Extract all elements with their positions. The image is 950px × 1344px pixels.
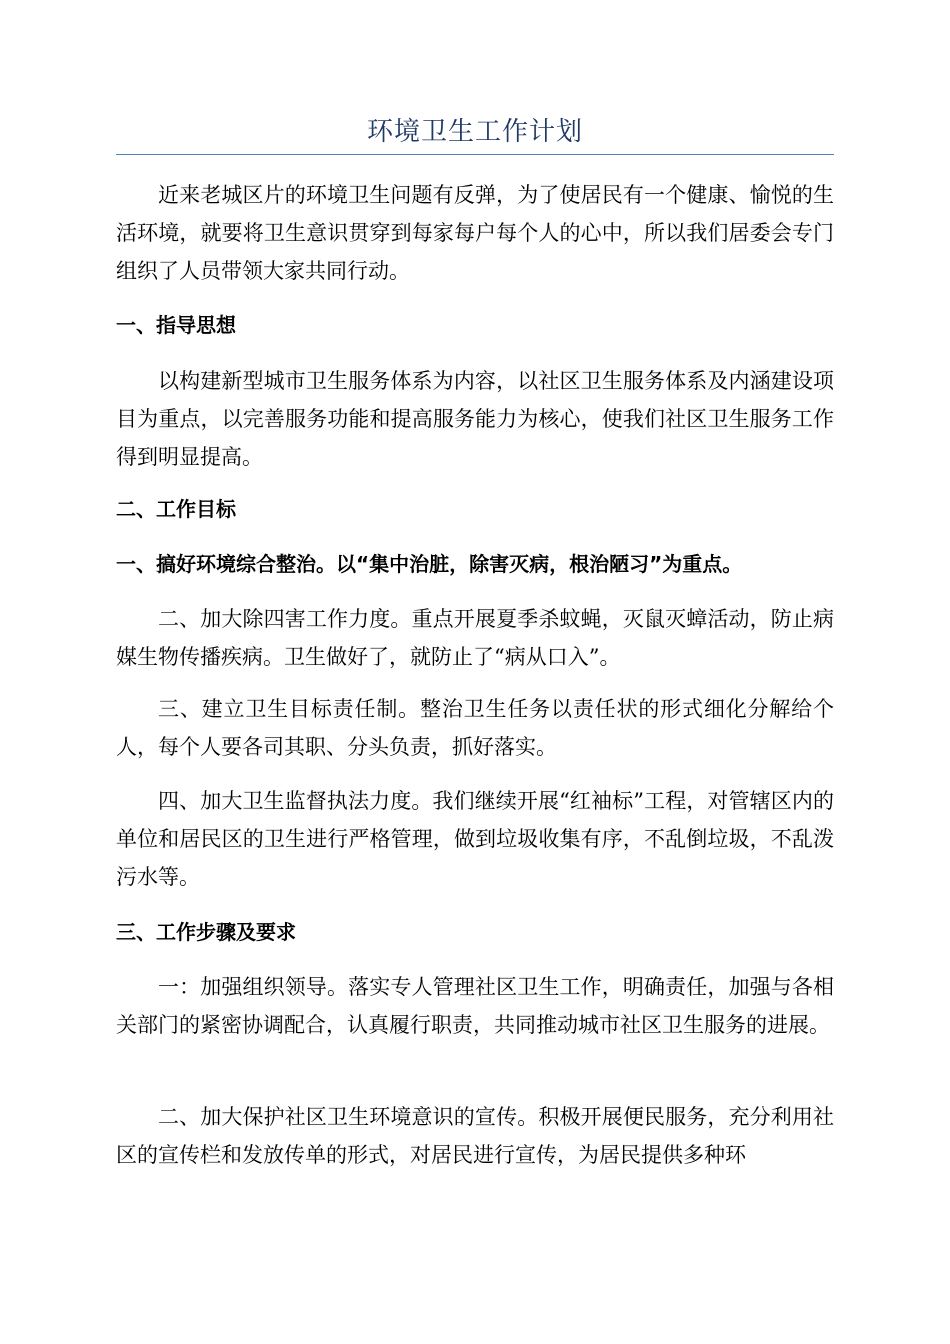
goal-item-4: 四、加大卫生监督执法力度。我们继续开展“红袖标”工程，对管辖区内的单位和居民区的卫生进行严格管理，做到垃圾收集有序，不乱倒垃圾，不乱泼污水等。 [116,789,834,889]
goal-item-1: 一、搞好环境综合整治。以“集中治脏，除害灭病，根治陋习”为重点。 [116,552,743,576]
step-item-1: 一：加强组织领导。落实专人管理社区卫生工作，明确责任，加强与各相关部门的紧密协调配合，认真履行职责，共同推动城市社区卫生服务的进展。 [116,975,834,1037]
section-heading-work-goals: 二、工作目标 [116,497,236,521]
goal-item-3: 三、建立卫生目标责任制。整治卫生任务以责任状的形式细化分解给个人，每个人要各司其职、分头负责，抓好落实。 [116,697,834,759]
intro-paragraph: 近来老城区片的环境卫生问题有反弹，为了使居民有一个健康、愉悦的生活环境，就要将卫生意识贯穿到每家每户每个人的心中，所以我们居委会专门组织了人员带领大家共同行动。 [116,183,834,283]
goal-item-2: 二、加大除四害工作力度。重点开展夏季杀蚊蝇，灭鼠灭蟑活动，防止病媒生物传播疾病。卫生做好了，就防止了“病从口入”。 [116,607,834,669]
document-title: 环境卫生工作计划 [366,117,583,147]
guiding-ideology-paragraph: 以构建新型城市卫生服务体系为内容，以社区卫生服务体系及内涵建设项目为重点，以完善服务功能和提高服务能力为核心，使我们社区卫生服务工作得到明显提高。 [116,369,834,469]
title-underline [116,154,834,155]
step-item-2: 二、加大保护社区卫生环境意识的宣传。积极开展便民服务，充分利用社区的宣传栏和发放传单的形式，对居民进行宣传，为居民提供多种环 [116,1105,834,1167]
section-heading-steps: 三、工作步骤及要求 [116,920,296,944]
section-heading-guiding-ideology: 一、指导思想 [116,313,236,337]
